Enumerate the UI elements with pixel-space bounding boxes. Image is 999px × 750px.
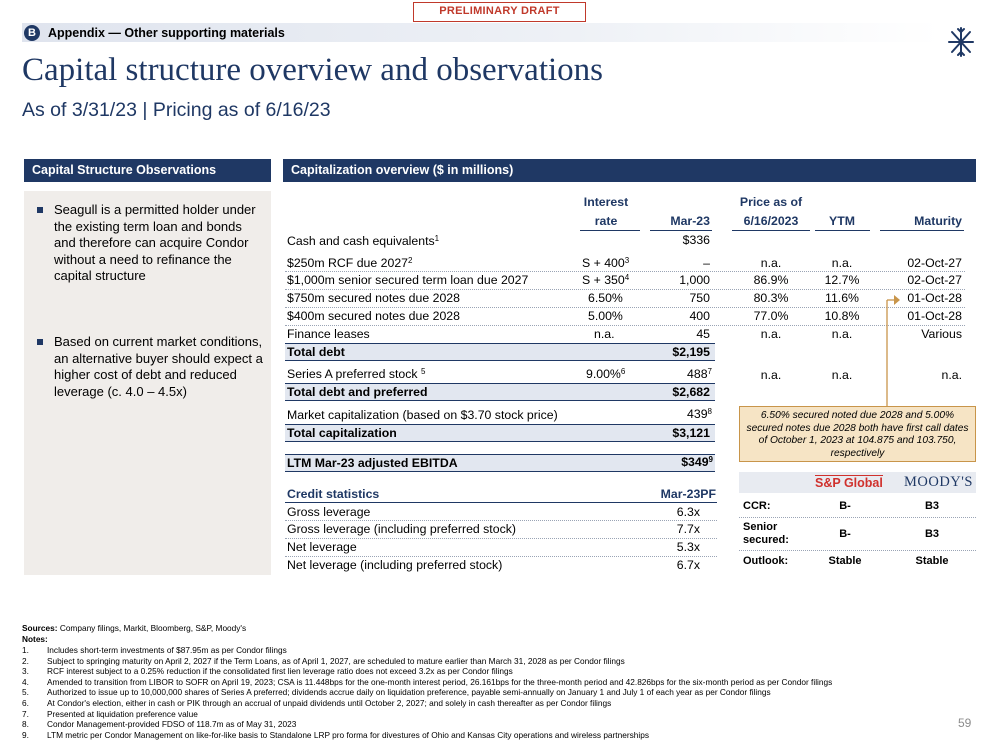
footnote: 1. Includes short-term investments of $87.95m as per Condor filings	[22, 645, 287, 655]
total-debt-pref-value: $2,682	[672, 385, 710, 399]
debt-mar23: 45	[696, 327, 710, 341]
rating-label-ccr: CCR:	[743, 500, 771, 512]
observation-bullet: Seagull is a permitted holder under the existing term loan and bonds and therefore can acquire Condor without a need to refinance the capital structure	[54, 202, 264, 285]
capitalization-header: Capitalization overview ($ in millions)	[283, 159, 976, 182]
total-debt-label: Total debt	[287, 345, 345, 359]
credit-stat-value: 7.7x	[676, 522, 700, 536]
col-rate-line1: Interest	[583, 195, 629, 209]
debt-ytm: 10.8%	[824, 309, 860, 323]
market-cap-value: $439^8$	[687, 407, 712, 421]
rating-label-senior: Senior	[743, 521, 778, 533]
debt-label: $400m secured notes due 2028	[287, 309, 460, 323]
rating-sp-senior: B-	[839, 528, 851, 540]
moodys-logo: MOODY'S	[904, 474, 973, 490]
observations-header: Capital Structure Observations	[24, 159, 271, 182]
debt-ytm: n.a.	[831, 256, 853, 270]
col-price-line2: 6/16/2023	[743, 214, 799, 228]
col-price-line1: Price as of	[739, 195, 803, 209]
debt-mar23: –	[703, 256, 710, 270]
footnote: 8. Condor Management-provided FDSO of 118.7m as of May 31, 2023	[22, 719, 297, 730]
debt-mar23: 1,000	[679, 273, 710, 287]
preferred-mar23: $488^7$	[687, 367, 712, 381]
debt-rate: 6.50%	[588, 291, 623, 305]
debt-maturity: 01-Oct-28	[907, 291, 962, 305]
debt-price: 86.9%	[753, 273, 789, 287]
observations-panel	[24, 191, 271, 575]
debt-ytm: 12.7%	[824, 273, 860, 287]
draft-stamp: PRELIMINARY DRAFT	[413, 2, 586, 22]
credit-stat-value: 6.7x	[676, 558, 700, 572]
credit-stats-col: Mar-23PF	[660, 487, 716, 501]
debt-maturity: 01-Oct-28	[907, 309, 962, 323]
rating-moodys-ccr: B3	[924, 500, 940, 512]
callout-arrow-icon	[880, 290, 900, 410]
page-subtitle: As of 3/31/23 | Pricing as of 6/16/23	[22, 99, 331, 121]
cash-label: Cash and cash equivalents$^1$	[287, 234, 440, 248]
debt-mar23: 750	[689, 291, 710, 305]
credit-stats-header: Credit statistics	[287, 487, 380, 501]
footnote: 2. Subject to springing maturity on April 2, 2027 if the Term Loans, as of April 1, 2027, are scheduled to mature earlier than March 31, 2028 as per Condor filings	[22, 655, 625, 666]
rating-sp-outlook: Stable	[828, 555, 862, 567]
ebitda-value: $\$349^9$	[681, 455, 713, 469]
page-title: Capital structure overview and observations	[22, 52, 603, 88]
debt-label: $250m RCF due 2027$^2$	[287, 256, 413, 270]
sp-global-logo: S&P Global	[815, 476, 883, 490]
footnotes	[22, 645, 832, 740]
notes-label: Notes:	[22, 634, 48, 644]
footnote: 4. Amended to transition from LIBOR to SOFR on April 19, 2023; CSA is 11.448bps for the one-month interest period, 26.161bps for the three-month period and 42.826bps for the six-month period as per Condor filings	[22, 676, 833, 687]
preferred-ytm: n.a.	[831, 368, 853, 382]
credit-stat-value: 5.3x	[676, 540, 700, 554]
preferred-maturity: n.a.	[941, 368, 962, 382]
credit-stat-label: Gross leverage	[287, 505, 371, 519]
debt-rate: n.a.	[594, 327, 615, 341]
footnote: 9. LTM metric per Condor Management on like-for-like basis to Standalone LRP pro forma for divestures of Ohio and Kansas City operations and wireless partnerships	[22, 729, 649, 740]
rating-sp-ccr: B-	[839, 500, 851, 512]
debt-rate: 5.00%	[588, 309, 623, 323]
debt-label: $750m secured notes due 2028	[287, 291, 460, 305]
section-bar	[22, 23, 940, 42]
col-maturity: Maturity	[914, 214, 962, 228]
col-ytm: YTM	[829, 214, 855, 228]
debt-label: $1,000m senior secured term loan due 2027	[287, 273, 529, 287]
section-title: Appendix — Other supporting materials	[48, 25, 285, 40]
ebitda-label: LTM Mar-23 adjusted EBITDA	[287, 456, 458, 470]
credit-stat-label: Gross leverage (including preferred stock)	[287, 522, 516, 536]
footnote: 7. Presented at liquidation preference value	[22, 708, 198, 719]
debt-label: Finance leases	[287, 327, 370, 341]
debt-maturity: 02-Oct-27	[907, 256, 962, 270]
total-debt-value: $2,195	[672, 345, 710, 359]
credit-stat-label: Net leverage (including preferred stock)	[287, 558, 503, 572]
call-date-callout: 6.50% secured noted due 2028 and 5.00% secured notes due 2028 both have first call dates of October 1, 2023 at 104.875 and 103.750, respectively	[739, 406, 976, 462]
footnote: 5. Authorized to issue up to 10,000,000 shares of Series A preferred; dividends accrue daily on liquidation preference, payable semi-annually on January 1 and July 1 of each year as per Condor filings	[22, 687, 771, 698]
section-badge: B	[24, 25, 40, 41]
debt-maturity: 02-Oct-27	[907, 273, 962, 287]
credit-stat-value: 6.3x	[676, 505, 700, 519]
total-cap-value: $3,121	[672, 426, 710, 440]
sources-line: Sources: Company filings, Markit, Bloomberg, S&P, Moody's	[22, 623, 247, 633]
rating-moodys-outlook: Stable	[915, 555, 949, 567]
page-number: 59	[958, 716, 972, 730]
debt-ytm: 11.6%	[825, 291, 859, 305]
debt-ytm: n.a.	[831, 327, 853, 341]
total-debt-pref-label: Total debt and preferred	[287, 385, 428, 399]
debt-price: 80.3%	[753, 291, 789, 305]
debt-rate: $S + 400^3$	[582, 256, 630, 270]
debt-price: 77.0%	[753, 309, 789, 323]
footnote: 3. RCF interest subject to a 0.25% reduction if the consolidated first lien leverage ratio does not exceed 3.2x as per Condor filings	[22, 666, 513, 677]
rating-moodys-senior: B3	[924, 528, 940, 540]
footnote: 6. At Condor's election, either in cash or PIK through an accrual of unpaid dividends until October 2, 2027; and solely in cash thereafter as per Condor filings	[22, 697, 612, 708]
cash-value: $336	[682, 233, 710, 247]
col-mar23: Mar-23	[670, 214, 710, 228]
market-cap-label: Market capitalization (based on $3.70 stock price)	[287, 408, 558, 422]
rating-label-secured: secured:	[743, 534, 789, 546]
preferred-price: n.a.	[760, 368, 782, 382]
debt-maturity: Various	[921, 327, 962, 341]
total-cap-label: Total capitalization	[287, 426, 397, 440]
preferred-label: Series A preferred stock $^5$	[287, 367, 426, 381]
debt-rate: $S + 350^4$	[582, 273, 630, 287]
debt-price: n.a.	[760, 327, 782, 341]
observation-bullet: Based on current market conditions, an alternative buyer should expect a higher cost of debt and reduced leverage (c. 4.0 – 4.5x)	[54, 334, 263, 399]
credit-stat-label: Net leverage	[287, 540, 357, 554]
debt-price: n.a.	[760, 256, 782, 270]
col-rate-line2: rate	[594, 214, 618, 228]
rating-label-outlook: Outlook:	[743, 555, 789, 567]
debt-mar23: 400	[689, 309, 710, 323]
preferred-rate: 9.00%$^6$	[586, 367, 626, 381]
snowflake-logo-icon	[945, 24, 977, 60]
